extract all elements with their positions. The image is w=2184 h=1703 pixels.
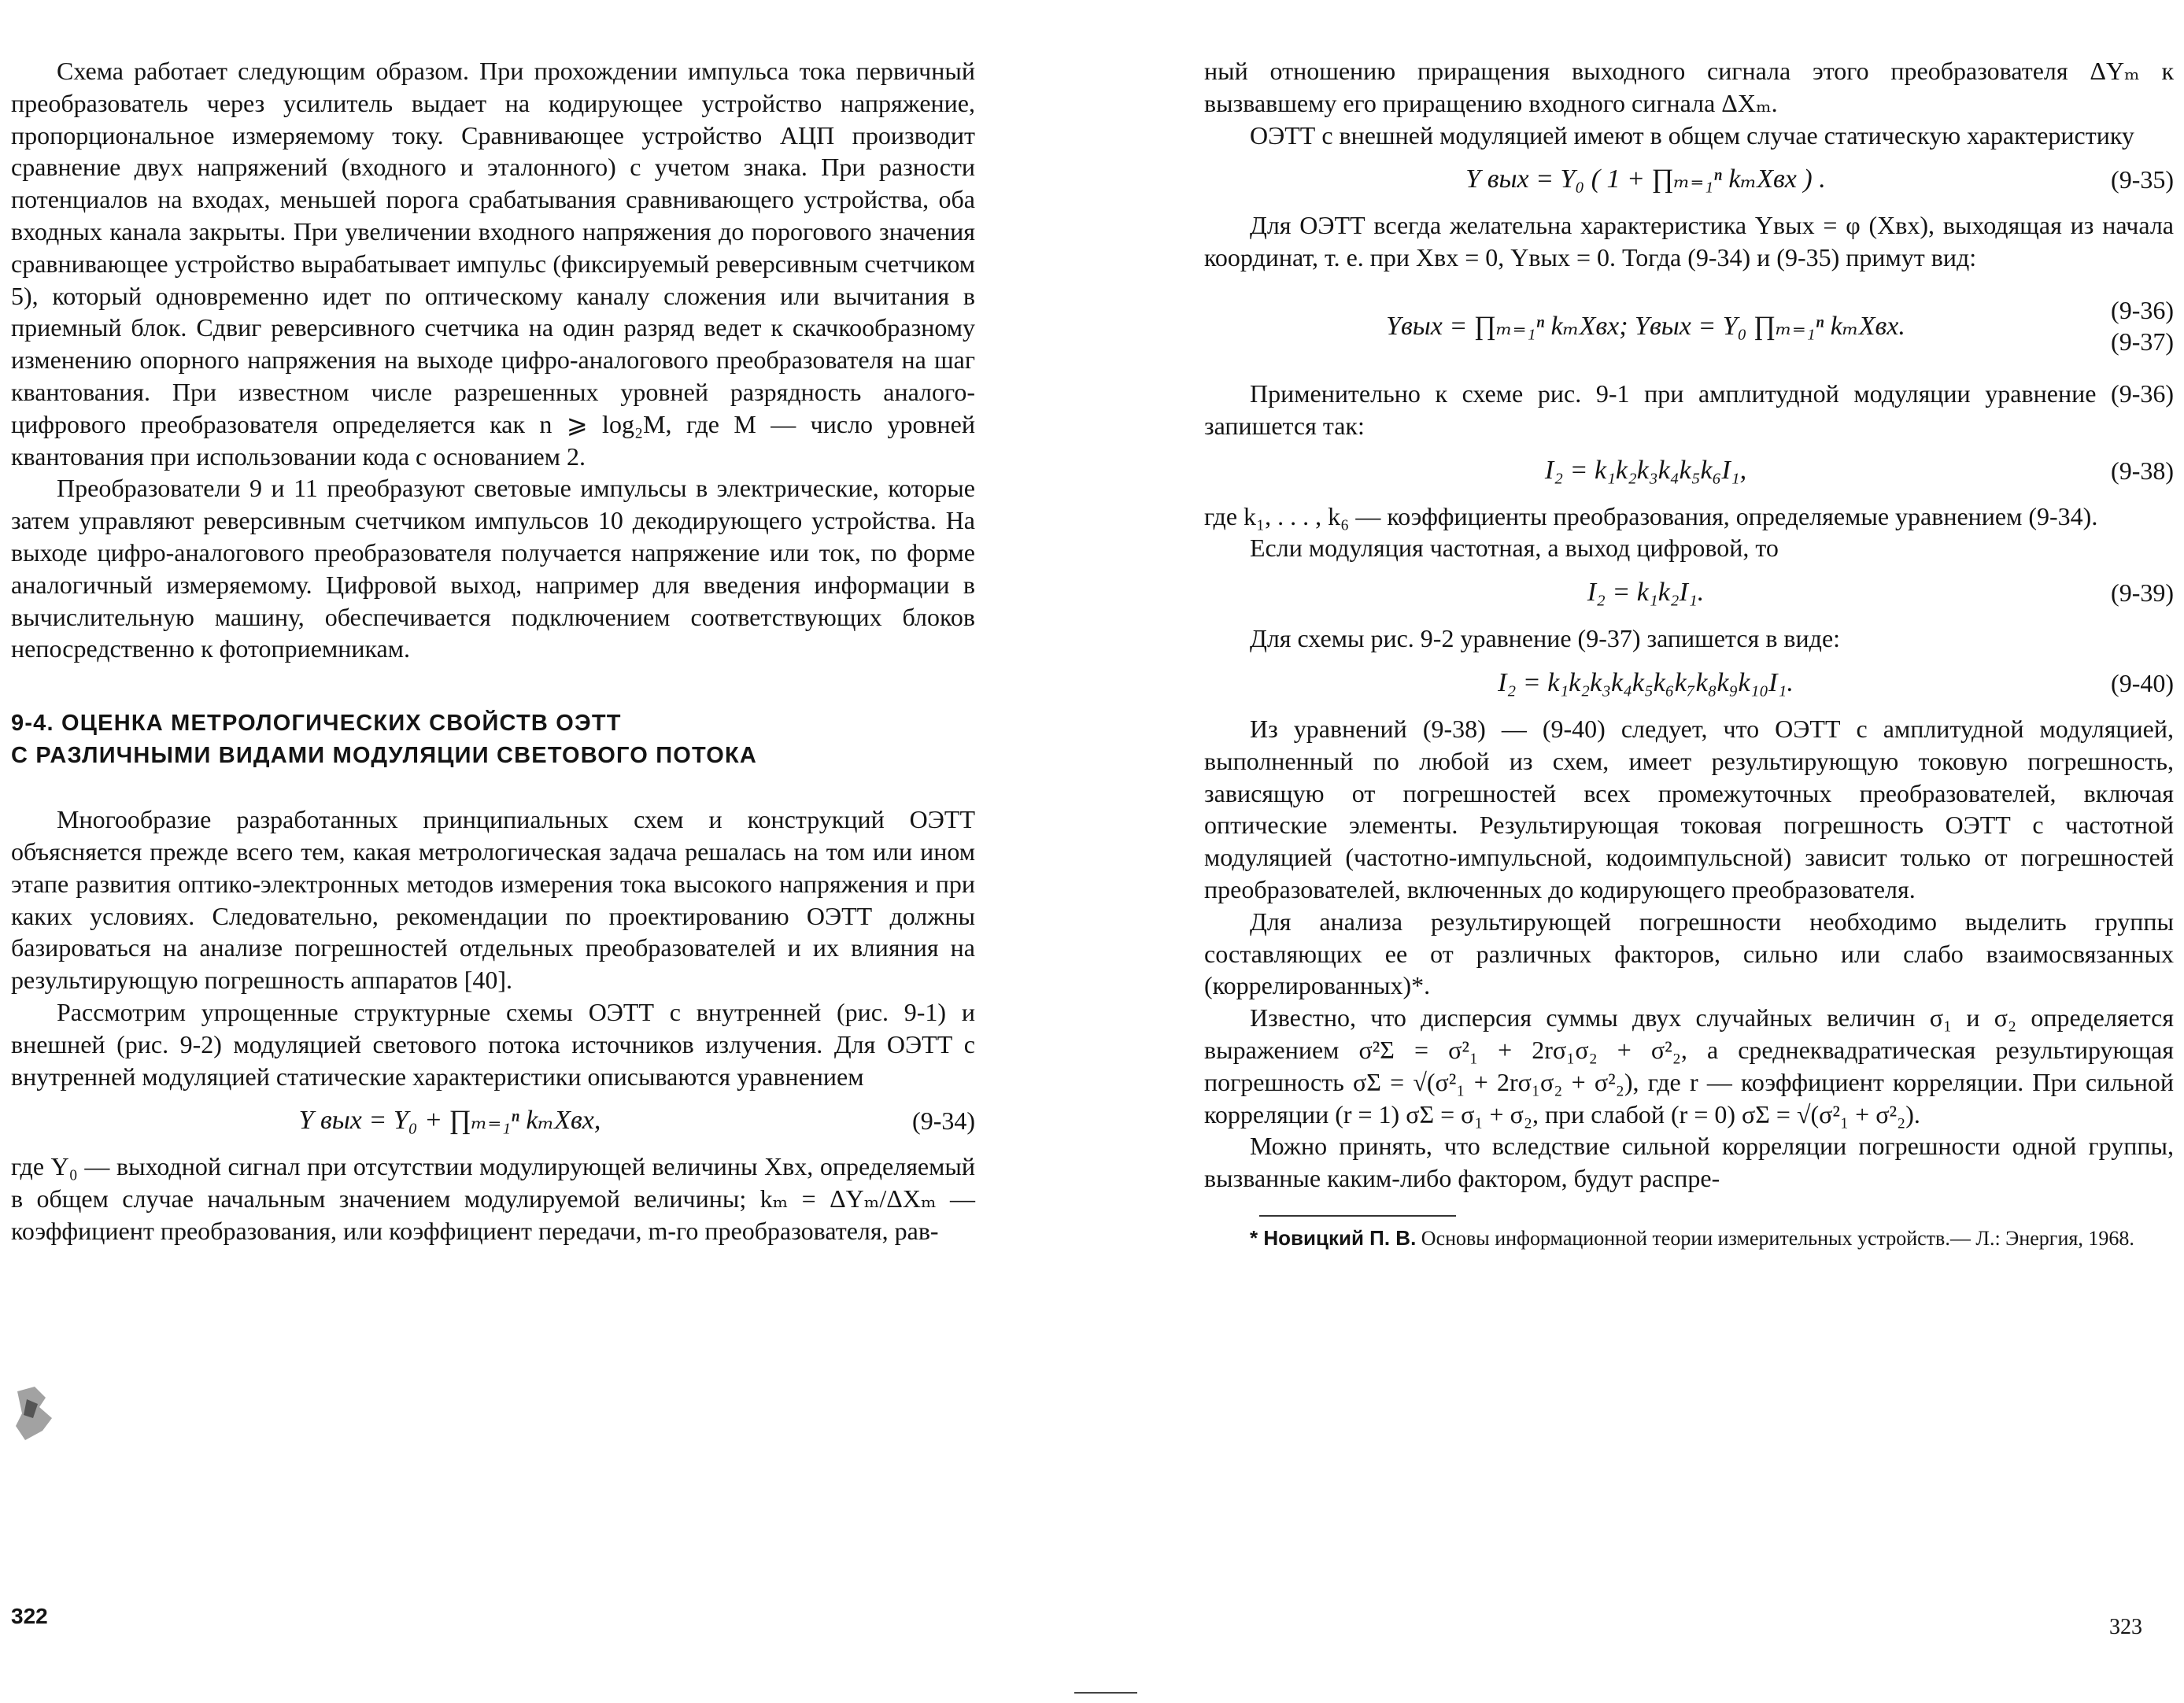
bottom-divider <box>1074 1692 1137 1694</box>
equation <box>1204 666 2174 700</box>
equation-formula: Yвых = ∏ₘ₌₁ⁿ kₘXвх; Yвых = Y₀ ∏ₘ₌₁ⁿ kₘXвх. <box>1386 311 1905 341</box>
equation-number: (9-37) <box>2111 327 2174 356</box>
paragraph: где k₁, . . . , k₆ — коэффициенты преобразования, определяемые уравнением (9-34). <box>1204 501 2098 530</box>
paragraph: Рассмотрим упрощенные структурные схемы ОЭТТ с внутренней (рис. 9-1) и внешней (рис. 9-2) модуляцией светового потока источников излучения. Для ОЭТТ с внутренней модуляцией статические характеристики описываются уравнением <box>11 997 975 1091</box>
equation-formula: I₂ = k₁k₂k₃k₄k₅k₆k₇k₈k₉k₁₀I₁. <box>1498 667 1794 697</box>
section-heading <box>11 707 975 772</box>
equation-formula: Y вых = Y₀ ( 1 + ∏ₘ₌₁ⁿ kₘXвх ) . <box>1465 164 1826 194</box>
paragraph: Преобразователи 9 и 11 преобразуют световые импульсы в электрические, которые затем управляют реверсивным счетчиком импульсов 10 декодирующего устройства. На выходе цифро-аналогового преобразователя получается напряжение или ток, по форме аналогичный измеряемому. Цифровой выход, например для введения информации в вычислительную машину, обеспечивается подключением соответствующих блоков непосредственно к фотоприемникам. <box>11 474 975 663</box>
paragraph: Для схемы рис. 9-2 уравнение (9-37) запишется в виде: <box>1250 624 1841 653</box>
footnote-divider <box>1259 1215 1456 1217</box>
right-page-column <box>1204 55 2174 1252</box>
section-heading-line: 9-4. ОЦЕНКА МЕТРОЛОГИЧЕСКИХ СВОЙСТВ ОЭТТ <box>11 711 622 737</box>
paragraph: Схема работает следующим образом. При прохождении импульса тока первичный преобразователь через усилитель выдает на кодирующее устройство напряжение, пропорциональное измеряемому току. Сравнивающее устройство АЦП производит сравнение двух напряжений (входного и эталонного) с учетом знака. При разности потенциалов на входах, меньшей порога срабатывания сравнивающего устройства, оба входных канала закрыты. При увеличении входного напряжения до порогового значения сравнивающее устройство вырабатывает импульс (фиксируемый реверсивным счетчиком 5), который одновременно идет по оптическому каналу сложения или вычитания в приемный блок. Сдвиг реверсивного счетчика на один разряд ведет к скачкообразному изменению опорного напряжения на выходе цифро-аналогового преобразователя на шаг квантования. При известном числе разрешенных уровней разрядность аналого-цифрового преобразователя определяется как n ⩾ log₂M, где M — число уровней квантования при использовании кода с основанием 2. <box>11 57 975 471</box>
equation <box>1204 162 2174 197</box>
equation-formula: Y вых = Y₀ + ∏ₘ₌₁ⁿ kₘXвх, <box>298 1106 601 1136</box>
equation-pair <box>1204 294 2174 357</box>
equation <box>1204 453 2174 488</box>
equation-number: (9-34) <box>912 1106 975 1136</box>
paragraph: Можно принять, что вследствие сильной корреляции погрешности одной группы, вызванные каким-либо фактором, будут распре- <box>1204 1132 2174 1193</box>
paragraph: где Y₀ — выходной сигнал при отсутствии модулирующей величины Xвх, определяемый в общем случае начальным значением модулируемой величины; kₘ = ΔYₘ/ΔXₘ — коэффициент преобразования, или коэффициент передачи, m-го преобразователя, рав- <box>11 1152 975 1245</box>
paragraph: Для ОЭТТ всегда желательна характеристика Yвых = φ (Xвх), выходящая из начала координат, т. е. при Xвх = 0, Yвых = 0. Тогда (9-34) и (9-35) примут вид: <box>1204 211 2174 272</box>
equation-numbers <box>2087 294 2174 357</box>
paragraph: Из уравнений (9-38) — (9-40) следует, что ОЭТТ с амплитудной модуляцией, выполненный по любой из схем, имеет результирующую токовую погрешность, зависящую от погрешностей всех промежуточных преобразователей, включая оптические элементы. Результирующая токовая погрешность ОЭТТ с частотной модуляцией (частотно-импульсной, кодоимпульсной) зависит только от погрешностей преобразователей, включенных до кодирующего преобразователя. <box>1204 714 2174 903</box>
equation-number: (9-39) <box>2111 578 2174 608</box>
paragraph: Если модуляция частотная, а выход цифровой, то <box>1250 534 1779 563</box>
page-number-left: 322 <box>11 1604 48 1628</box>
paragraph: ОЭТТ с внешней модуляцией имеют в общем случае статическую характеристику <box>1250 120 2134 150</box>
equation <box>11 1103 975 1138</box>
paragraph: Многообразие разработанных принципиальных схем и конструкций ОЭТТ объясняется прежде всего тем, какая метрологическая задача решалась на том или ином этапе развития оптико-электронных методов измерения тока высокого напряжения и при каких условиях. Следовательно, рекомендации по проектированию ОЭТТ должны базироваться на анализе погрешностей отдельных преобразователей и их влияния на результирующую погрешность аппаратов [40]. <box>11 805 975 995</box>
left-page-column <box>11 55 975 1247</box>
footnote-text: Основы информационной теории измерительных устройств.— Л.: Энергия, 1968. <box>1421 1226 2134 1250</box>
section-heading-line: С РАЗЛИЧНЫМИ ВИДАМИ МОДУЛЯЦИИ СВЕТОВОГО ПОТОКА <box>11 743 758 769</box>
paragraph: ный отношению приращения выходного сигнала этого преобразователя ΔYₘ к вызвавшему его приращению входного сигнала ΔXₘ. <box>1204 57 2174 117</box>
paragraph: Известно, что дисперсия суммы двух случайных величин σ₁ и σ₂ определяется выражением σ²Σ = σ²₁ + 2rσ₁σ₂ + σ²₂, а среднеквадратическая результирующая погрешность σΣ = √(σ²₁ + 2rσ₁σ₂ + σ²₂), где r — коэффициент корреляции. При сильной корреляции (r = 1) σΣ = σ₁ + σ₂, при слабой (r = 0) σΣ = √(σ²₁ + σ²₂). <box>1204 1003 2174 1129</box>
equation-number: (9-38) <box>2111 456 2174 485</box>
equation-formula: I₂ = k₁k₂I₁. <box>1587 578 1705 608</box>
equation-number: (9-36) <box>2111 295 2174 324</box>
equation-number: (9-35) <box>2111 165 2174 194</box>
equation-formula: I₂ = k₁k₂k₃k₄k₅k₆I₁, <box>1544 455 1747 485</box>
footnote-author: * Новицкий П. В. <box>1250 1225 1417 1250</box>
footnote <box>1204 1225 2174 1252</box>
scan-artifact-icon <box>11 1383 66 1446</box>
equation-number: (9-40) <box>2111 668 2174 697</box>
paragraph: Для анализа результирующей погрешности необходимо выделить группы составляющих ее от различных факторов, сильно или слабо взаимосвязанных (коррелированных)*. <box>1204 907 2174 1000</box>
equation <box>1204 575 2174 610</box>
page-number-right: 323 <box>2109 1615 2142 1639</box>
paragraph: Применительно к схеме рис. 9-1 при амплитудной модуляции уравнение (9-36) запишется так: <box>1204 379 2174 440</box>
